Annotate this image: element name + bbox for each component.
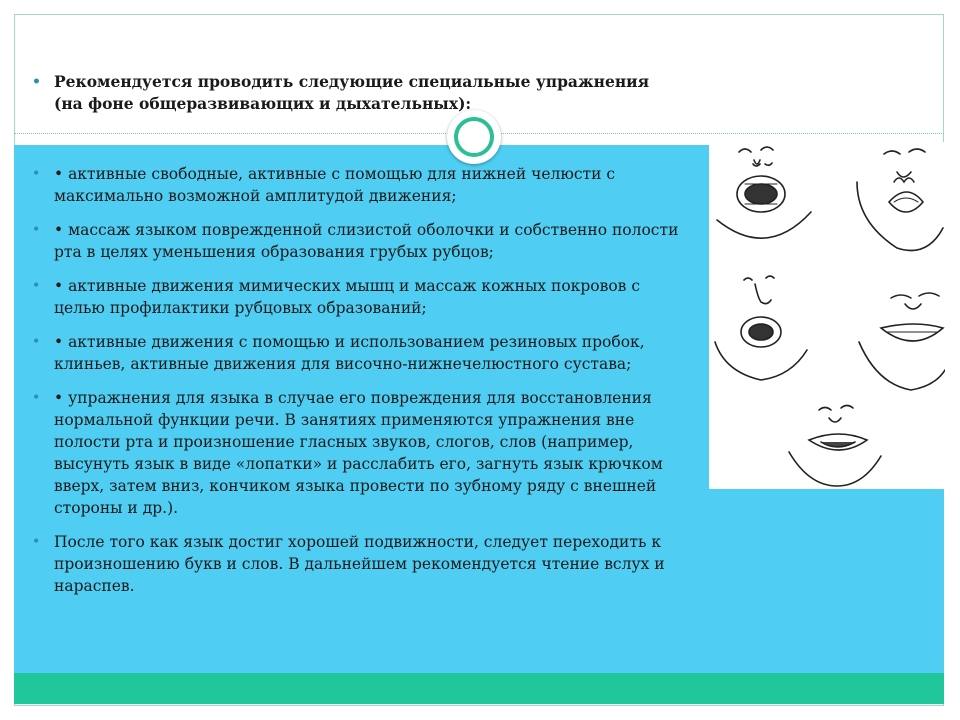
heading-item [30,71,682,115]
face-drawings [709,142,945,489]
exercise-text: • активные движения с помощью и использованием резиновых пробок, клиньев, активные движения для височно-нижнечелюстного сустава; [54,333,645,373]
face-grin [859,293,945,390]
closing-item [30,531,682,597]
bullet-dot-icon: • [32,166,41,182]
exercise-item-2 [30,219,682,263]
bullet-dot-icon: • [32,222,41,238]
bullet-dot-icon: • [32,74,41,90]
exercise-text: • упражнения для языка в случае его повреждения для восстановления нормальной функции речи. В занятиях применяются упражнения вне полости рта и произношение гласных звуков, слогов, слов (например, высунуть язык в виде «лопатки» и расслабить его, загнуть язык крючком вверх, затем вниз, кончиком языка провести по зубному ряду с внешней стороны и др.). [54,389,663,517]
bullet-dot-icon: • [32,390,41,406]
closing-text: После того как язык достиг хорошей подвижности, следует переходить к произношению букв и слов. В дальнейшем рекомендуется чтение вслух и нараспев. [54,533,665,595]
face-rounded-mouth [715,276,807,380]
exercise-text: • активные свободные, активные с помощью для нижней челюсти с максимально возможной амплитудой движения; [54,165,616,205]
exercise-item-4 [30,331,682,375]
face-pursed-lips [857,149,943,251]
face-open-mouth [717,147,811,238]
footer-strip [14,673,944,704]
exercise-item-1 [30,163,682,207]
exercise-item-3 [30,275,682,319]
exercise-item-5 [30,387,682,519]
slide-text [30,71,682,597]
exercise-text: • активные движения мимических мышц и массаж кожных покровов с целью профилактики рубцовых образований; [54,277,641,317]
exercise-text: • массаж языком поврежденной слизистой оболочки и собственно полости рта в целях уменьшения образования грубых рубцов; [54,221,679,261]
heading-text: Рекомендуется проводить следующие специальные упражнения (на фоне общеразвивающих и дыхательных): [54,72,650,113]
bullet-dot-icon: • [32,534,41,550]
bullet-dot-icon: • [32,334,41,350]
bullet-dot-icon: • [32,278,41,294]
face-tongue-out [789,406,881,487]
face-exercises-illustration [709,142,945,489]
